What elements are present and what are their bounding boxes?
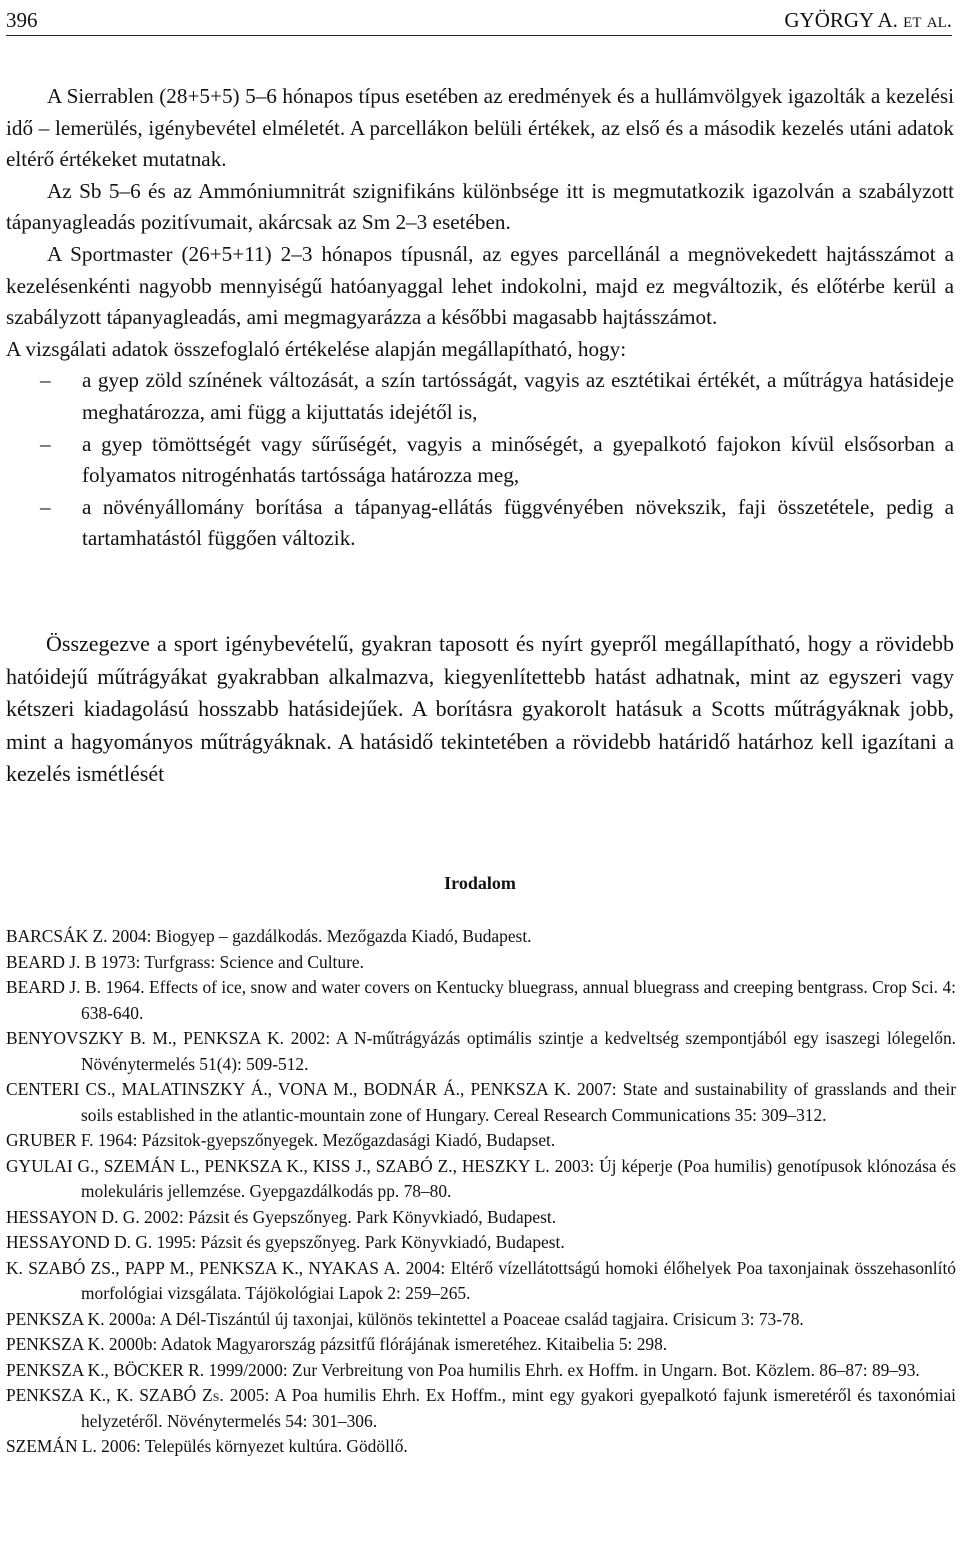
reference-authors: PENKSZA K. bbox=[6, 1334, 105, 1354]
reference-item bbox=[6, 1332, 956, 1358]
list-item bbox=[6, 429, 954, 492]
reference-item bbox=[6, 1077, 956, 1128]
reference-authors: CENTERI CS., MALATINSZKY Á., VONA M., BODNÁR Á., PENKSZA K. bbox=[6, 1079, 571, 1099]
reference-text: 2006: Település környezet kultúra. Gödöllő. bbox=[96, 1436, 408, 1456]
reference-item bbox=[6, 1026, 956, 1077]
paragraph-conclusion-intro: A vizsgálati adatok összefoglaló értékelése alapján megállapítható, hogy: bbox=[6, 336, 627, 361]
reference-authors: K. SZABÓ ZS., PAPP M., PENKSZA K., NYAKAS A. bbox=[6, 1257, 401, 1278]
paragraph-sb-ammonium: Az Sb 5–6 és az Ammóniumnitrát szignifikáns különbsége itt is megmutatkozik igazolván a szabályzott tápanyagleadás pozitívumait, akárcsak az Sm 2–3 esetében. bbox=[6, 178, 954, 235]
reference-authors: PENKSZA K., K. SZABÓ Zs. bbox=[6, 1385, 224, 1405]
paragraph-sierrablen: A Sierrablen (28+5+5) 5–6 hónapos típus esetében az eredmények és a hullámvölgyek igazolták a kezelési idő – lemerülés, igénybevétel elméletét. A parcellákon belüli értékek, az első és a második kezelés utáni adatok eltérő értékeket mutatnak. bbox=[6, 84, 954, 172]
header-rule bbox=[6, 35, 952, 36]
reference-text: 1995: Pázsit és gyepszőnyeg. Park Könyvkiadó, Budapest. bbox=[152, 1232, 565, 1252]
reference-text: 2007: State and sustainability of grasslands and their soils established in the atlantic-mountain zone of Hungary. Cereal Research Communications 35: 309–312. bbox=[81, 1079, 956, 1125]
results-text bbox=[6, 81, 954, 555]
reference-item bbox=[6, 1434, 956, 1460]
conclusion-list bbox=[6, 365, 954, 555]
reference-text: 2003: Új képerje (Poa humilis) genotípusok klónozása és molekuláris jellemzése. Gyepgazdálkodás pp. 78–80. bbox=[81, 1155, 956, 1201]
reference-text: B. 1964. Effects of ice, snow and water covers on Kentucky bluegrass, annual bluegrass and creeping bentgrass. Crop Sci. 4: 638-640. bbox=[80, 977, 957, 1023]
list-item bbox=[6, 492, 954, 555]
reference-authors: GYULAI G., SZEMÁN L., PENKSZA K., KISS J., SZABÓ Z., HESZKY L. bbox=[6, 1155, 550, 1176]
list-item bbox=[6, 365, 954, 428]
reference-item bbox=[6, 1154, 956, 1205]
summary-section bbox=[6, 628, 954, 791]
reference-item bbox=[6, 1230, 956, 1256]
reference-authors: PENKSZA K., BÖCKER R. bbox=[6, 1359, 205, 1380]
reference-text: 2004: Biogyep – gazdálkodás. Mezőgazda Kiadó, Budapest. bbox=[107, 926, 532, 946]
references-heading: Irodalom bbox=[444, 873, 516, 893]
reference-authors: PENKSZA K. bbox=[6, 1308, 105, 1329]
reference-text: 2004: Eltérő vízellátottságú homoki élőhelyek Poa taxonjainak összehasonlító morfológiai vizsgálata. Tájökológiai Lapok 2: 259–265. bbox=[81, 1257, 956, 1303]
reference-text: B 1973: Turfgrass: Science and Culture. bbox=[80, 951, 364, 972]
reference-authors: GRUBER F. bbox=[6, 1130, 94, 1150]
list-item-text: a növényállomány borítása a tápanyag-ellátás függvényében növekszik, faji összetétele, pedig a tartamhatástól függően változik. bbox=[82, 494, 954, 551]
reference-text: 2002: A N-műtrágyázás optimális szintje a kedveltség szempontjából egy isaszegi lólegelőn. Növénytermelés 51(4): 509-512. bbox=[81, 1028, 957, 1074]
summary-paragraph: Összegezve a sport igénybevételű, gyakran taposott és nyírt gyepről megállapítható, hogy a rövidebb hatóidejű műtrágyákat gyakrabban alkalmazva, kiegyenlítettebb hatást adhatnak, mint az egyszeri vagy kétszeri kiadagolású hosszabb hatásidejűek. A borításra gyakorolt hatásuk a Scotts műtrágyáknak jobb, mint a hagyományos műtrágyáknak. A hatásidő tekintetében a rövidebb határidő határhoz kell igazítani a kezelés ismétlését bbox=[6, 631, 954, 787]
reference-item bbox=[6, 924, 956, 950]
dash-marker: – bbox=[40, 431, 51, 456]
reference-item bbox=[6, 1383, 956, 1434]
reference-text: 2000b: Adatok Magyarország pázsitfű flórájának ismeretéhez. Kitaibelia 5: 298. bbox=[104, 1334, 668, 1354]
paragraph-sportmaster: A Sportmaster (26+5+11) 2–3 hónapos típusnál, az egyes parcellánál a megnövekedett hajtásszámot a kezelésenkénti nagyobb mennyiségű hatóanyaggal lehet indokolni, majd ez megváltozik, és előtérbe kerül a szabályzott tápanyagleadás, ami megmagyarázza a későbbi magasabb hajtásszámot. bbox=[6, 241, 954, 330]
reference-item bbox=[6, 1205, 956, 1231]
reference-item bbox=[6, 1256, 956, 1307]
reference-authors: HESSAYOND D. G. bbox=[6, 1232, 153, 1252]
page-number: 396 bbox=[6, 8, 38, 32]
reference-authors: BARCSÁK Z. bbox=[6, 926, 108, 946]
dash-marker: – bbox=[40, 494, 51, 519]
reference-text: 1964: Pázsitok-gyepszőnyegek. Mezőgazdasági Kiadó, Budapset. bbox=[93, 1130, 556, 1150]
reference-item bbox=[6, 1358, 956, 1384]
reference-authors: BEARD J. bbox=[6, 951, 81, 972]
reference-authors: BENYOVSZKY B. M., PENKSZA K. bbox=[6, 1028, 284, 1048]
dash-marker: – bbox=[40, 368, 51, 393]
reference-item bbox=[6, 975, 956, 1026]
page-header bbox=[6, 0, 952, 36]
running-head: GYÖRGY A. et al. bbox=[784, 8, 952, 32]
reference-authors: BEARD J. bbox=[6, 977, 81, 997]
reference-item bbox=[6, 1128, 956, 1154]
reference-text: 2002: Pázsit és Gyepszőnyeg. Park Könyvkiadó, Budapest. bbox=[139, 1206, 557, 1227]
reference-text: 1999/2000: Zur Verbreitung von Poa humilis Ehrh. ex Hoffm. in Ungarn. Bot. Közlem. 86–87: 89–93. bbox=[204, 1359, 920, 1380]
reference-authors: HESSAYON D. G. bbox=[6, 1206, 140, 1227]
list-item-text: a gyep tömöttségét vagy sűrűségét, vagyis a minőségét, a gyepalkotó fajokon kívül elsősorban a folyamatos nitrogénhatás tartóssága határozza meg, bbox=[82, 431, 954, 488]
reference-item bbox=[6, 950, 956, 976]
reference-text: 2005: A Poa humilis Ehrh. Ex Hoffm., mint egy gyakori gyepalkotó fajunk ismeretéről és taxonómiai helyzetéről. Növénytermelés 54: 301–306. bbox=[81, 1385, 956, 1431]
reference-item bbox=[6, 1307, 956, 1333]
reference-text: 2000a: A Dél-Tiszántúl új taxonjai, különös tekintettel a Poaceae család tagjaira. Crisicum 3: 73-78. bbox=[104, 1308, 804, 1329]
reference-list bbox=[6, 924, 956, 1460]
reference-authors: SZEMÁN L. bbox=[6, 1436, 97, 1456]
list-item-text: a gyep zöld színének változását, a szín tartósságát, vagyis az esztétikai értékét, a műtrágya hatásideje meghatározza, ami függ a kijuttatás idejétől is, bbox=[82, 368, 954, 424]
